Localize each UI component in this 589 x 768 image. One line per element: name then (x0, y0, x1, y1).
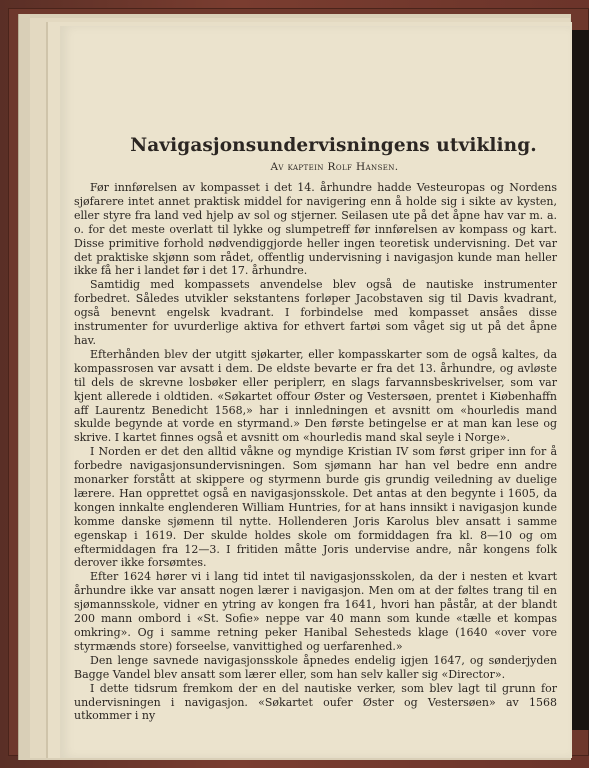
article-title: Navigasjonsundervisningens utvikling. (130, 135, 537, 156)
paragraph-4: I Norden er det den alltid våkne og myndige Kristian IV som først griper inn for å forbedre navigasjonsundervisningen. Som sjømann har han vel bedre enn andre monarker forstått at skippere og styrmenn burde gis grundig veiledning av duelige lærere. Han opprettet også en navigasjonsskole. Det antas at den begynte i 1605, da kongen innkalte englenderen William Huntries, for at hans innsikt i navigasjon kunde komme danske sjømenn til nytte. Hollenderen Joris Karolus blev ansatt i samme egenskap i 1619. Der skulde holdes skole om formiddagen fra kl. 8—10 og om eftermiddagen fra 12—3. I fritiden måtte Joris undervise andre, når kongens folk derover ikke forsømtes. (74, 445, 557, 570)
article-body (74, 134, 557, 723)
paragraph-6: Den lenge savnede navigasjonsskole åpnedes endelig igjen 1647, og sønderjyden Bagge Vandel blev ansatt som lærer eller, som han selv kaller sig «Director». (74, 653, 557, 681)
article-byline: Av kaptein Rolf Hansen. (270, 161, 399, 173)
paragraph-7: I dette tidsrum fremkom der en del nautiske verker, som blev lagt til grunn for undervisningen i navigasjon. «Søkartet oufer Øster og Vestersøen» av 1568 utkommer i ny (74, 681, 557, 723)
paragraph-5: Efter 1624 hører vi i lang tid intet til navigasjonsskolen, da der i nesten et kvart århundre ikke var ansatt nogen lærer i navigasjon. Men om at der føltes trang til en sjømannsskole, vidner en ytring av kongen fra 1641, hvori han påstår, at der blandt 200 mann ombord i «St. Sofie» neppe var 40 mann som kunde «tælle et kompas omkring». Og i samme retning peker Hanibal Sehesteds klage (1640 «over vore styrmænds store) forseelse, vanvittighed og uerfarenhed.» (74, 570, 557, 653)
paragraph-3: Efterhånden blev der utgitt sjøkarter, eller kompasskarter som de også kaltes, da kompassrosen var avsatt i dem. De eldste bevarte er fra det 13. århundre, og avløste til dels de skrevne losbøker eller periplerr, en slags farvannsbeskrivelser, som var kjent allerede i oldtiden. «Søkartet offour Øster og Vestersøen, prentet i Kiøbenhaffn aff Laurentz Benedicht 1568,» har i innledningen et avsnitt om «hourledis mand skulde begynde at vorde en styrmand.» Den første betingelse er at man kan lese og skrive. I kartet finnes også et avsnitt om «hourledis mand skal seyle i Norge». (74, 347, 557, 445)
paragraph-2: Samtidig med kompassets anvendelse blev også de nautiske instrumenter forbedret. Således utvikler sekstantens forløper Jacobstaven sig til Davis kvadrant, også benevnt engelsk kvadrant. I forbindelse med kompasset ansåes disse instrumenter for uvurderlige aktiva for ethvert fartøi som våget sig ut på det åpne hav. (74, 278, 557, 347)
paragraph-1: Før innførelsen av kompasset i det 14. århundre hadde Vesteuropas og Nordens sjøfarere intet annet praktisk middel for navigering enn å holde sig i sikte av kysten, eller styre fra land ved hjelp av sol og stjerner. Seilasen ute på det åpne hav var m. a. o. for det meste overlatt til lykke og slumpetreff før innførelsen av kompass og kart. Disse primitive forhold nødvendiggjorde heller ingen teoretisk undervisning. Det var det praktiske skjønn som rådet, offentlig undervisning i navigasjon kunde man heller ikke få her i landet før i det 17. århundre. (74, 181, 557, 278)
